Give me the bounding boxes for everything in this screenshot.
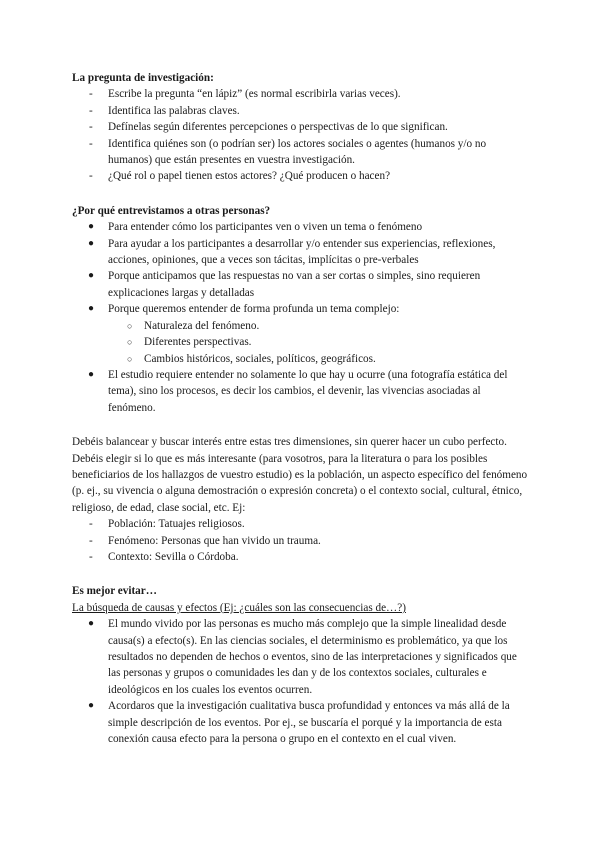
bullet-marker: ● (88, 618, 95, 630)
list-item: ● Acordaros que la investigación cualitativa busca profundidad y entonces va más allá de la simple descripción de los eventos. Por ej., se buscaría el porqué y la importancia de esta conexión causa efecto para la persona o grupo en el contexto en el cual viven. (88, 700, 510, 746)
circle-marker: ○ (127, 320, 133, 331)
circle-marker: ○ (127, 353, 133, 364)
list-item: - ¿Qué rol o papel tienen estos actores? ¿Qué producen o hacen? (72, 168, 530, 184)
list-item: - Defínelas según diferentes percepciones o perspectivas de lo que significan. (72, 119, 530, 135)
list-item: ● El estudio requiere entender no solamente lo que hay u ocurre (una fotografía estática del tema), sino los procesos, es decir los cambios, el devenir, las vivencias asociadas al fenómeno. (88, 368, 508, 414)
dash-marker: - (89, 550, 93, 563)
avoid-subheading: La búsqueda de causas y efectos (Ej: ¿cuáles son las consecuencias de…?) (72, 601, 406, 614)
bullet-marker: ● (88, 368, 95, 380)
list-item: ● Para entender cómo los participantes ven o viven un tema o fenómeno (72, 219, 530, 235)
examples-list (72, 516, 530, 565)
complex-topic-sublist (72, 318, 530, 367)
list-item: ● El mundo vivido por las personas es mucho más complejo que la simple linealidad desde causa(s) a efecto(s). En las ciencias sociales, el determinismo es problemático, ya que los resultados no dependen de hechos o eventos, sino de las interpretaciones y significados que las personas y grupos o comunidades les dan y de los contextos sociales, culturales e ideológicos en los cuales los eventos ocurren. (88, 618, 517, 696)
dash-marker: - (89, 121, 93, 134)
bullet-marker: ● (88, 237, 95, 249)
section-heading-research-question: La pregunta de investigación: (72, 72, 214, 84)
research-question-list (72, 86, 530, 184)
dash-marker: - (89, 104, 93, 117)
list-item: ● Porque queremos entender de forma profunda un tema complejo: (72, 301, 530, 317)
circle-marker: ○ (127, 337, 133, 348)
list-item: - Escribe la pregunta “en lápiz” (es normal escribirla varias veces). (72, 86, 530, 102)
bullet-marker: ● (88, 270, 95, 282)
dash-marker: - (89, 137, 93, 150)
bullet-marker: ● (88, 303, 95, 315)
avoid-list (72, 616, 530, 747)
sub-list-item: ○ Cambios históricos, sociales, políticos, geográficos. (72, 351, 530, 367)
section-heading-why-interview: ¿Por qué entrevistamos a otras personas? (72, 204, 271, 217)
sub-list-item: ○ Naturaleza del fenómeno. (72, 318, 530, 334)
why-interview-list (72, 219, 530, 317)
list-item: - Fenómeno: Personas que han vivido un trauma. (72, 533, 530, 549)
list-item: - Identifica quiénes son (o podrían ser) los actores sociales o agentes (humanos y/o no humanos) que están presentes en vuestra investigación. (89, 137, 487, 167)
section-heading-avoid: Es mejor evitar… (72, 585, 157, 598)
list-item: - Identifica las palabras claves. (72, 103, 530, 119)
why-interview-list-continued (72, 367, 530, 416)
list-item: - Contexto: Sevilla o Córdoba. (72, 549, 530, 565)
bullet-marker: ● (88, 700, 95, 712)
dash-marker: - (89, 88, 93, 101)
list-item: ● Para ayudar a los participantes a desarrollar y/o entender sus experiencias, reflexiones, acciones, opiniones, que a veces son tácitas, implícitas o pre-verbales (88, 237, 496, 267)
dash-marker: - (89, 518, 93, 531)
dash-marker: - (89, 170, 93, 183)
dimensions-paragraph: Debéis balancear y buscar interés entre estas tres dimensiones, sin querer hacer un cubo perfecto. Debéis elegir si lo que es más interesante (para vosotros, para la literatura o para los posibles beneficiarios de los hallazgos de vuestro estudio) es la población, un aspecto específico del fenómeno (p. ej., su vivencia o alguna demostración o expresión concreta) o el contexto social, cultural, étnico, religioso, de edad, clase social, etc. Ej: (72, 436, 528, 514)
list-item: ● Porque anticipamos que las respuestas no van a ser cortas o simples, sino requieren explicaciones largas y detalladas (88, 270, 481, 299)
dash-marker: - (89, 534, 93, 547)
sub-list-item: ○ Diferentes perspectivas. (72, 334, 530, 350)
list-item: - Población: Tatuajes religiosos. (72, 516, 530, 532)
document-content (72, 70, 530, 747)
bullet-marker: ● (88, 221, 95, 233)
